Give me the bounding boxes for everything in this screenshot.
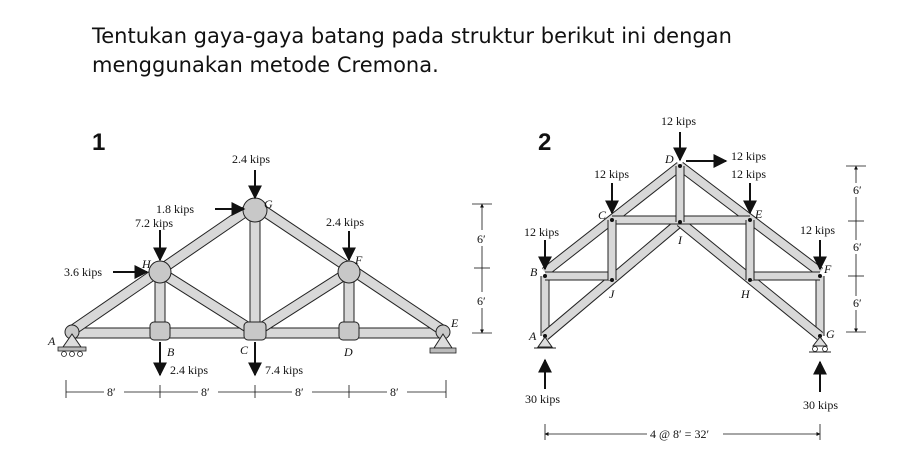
truss-2-dim-height-3: 6′ <box>853 296 862 310</box>
truss-2-node-F: F <box>824 262 832 276</box>
truss-1-node-A: A <box>48 334 56 348</box>
truss-1-node-D: D <box>344 345 353 359</box>
truss-1 <box>47 129 492 399</box>
truss-1-node-F: F <box>355 253 363 267</box>
truss-1-gusset-D <box>339 322 359 340</box>
truss-1-load-G-horizontal: 1.8 kips <box>156 202 195 216</box>
truss-2-reaction-G: 30 kips <box>803 398 839 412</box>
truss-2-dim-height-2: 6′ <box>853 240 862 254</box>
truss-1-load-C-down: 7.4 kips <box>265 363 304 377</box>
truss-1-dim-span-2: 8′ <box>201 385 210 399</box>
truss-1-gusset-C <box>244 322 266 340</box>
truss-1-load-H-down: 7.2 kips <box>135 216 174 230</box>
truss-2-node-A: A <box>529 329 537 343</box>
truss-1-dim-height-1: 6′ <box>477 232 486 246</box>
truss-2-members <box>545 166 820 336</box>
truss-1-number: 1 <box>92 129 106 156</box>
truss-2-load-D-down: 12 kips <box>661 114 697 128</box>
truss-1-node-G: G <box>264 197 273 211</box>
truss-2-node-I: I <box>678 233 682 247</box>
truss-1-load-G-down: 2.4 kips <box>232 152 271 166</box>
truss-1-dim-span-1: 8′ <box>107 385 116 399</box>
truss-2-dim-height-1: 6′ <box>853 183 862 197</box>
truss-2-node-C: C <box>598 208 607 222</box>
truss-1-load-H-horizontal: 3.6 kips <box>64 265 103 279</box>
truss-2-node-G: G <box>826 327 835 341</box>
truss-2-number: 2 <box>538 129 552 156</box>
truss-2-load-F-down: 12 kips <box>800 223 836 237</box>
truss-2-node-H: H <box>741 287 750 301</box>
truss-1-gusset-H <box>149 261 171 283</box>
truss-1-node-E: E <box>451 316 459 330</box>
instruction-line-1: Tentukan gaya-gaya batang pada struktur berikut ini dengan <box>92 24 732 48</box>
truss-1-gusset-B <box>150 322 170 340</box>
truss-1-node-B: B <box>167 345 175 359</box>
truss-1-horizontal-dimensions <box>66 380 446 399</box>
truss-1-vertical-dimensions <box>472 204 492 333</box>
truss-2 <box>524 114 866 441</box>
truss-2-reaction-A: 30 kips <box>525 392 561 406</box>
truss-2-node-B: B <box>530 265 538 279</box>
truss-1-load-B-down: 2.4 kips <box>170 363 209 377</box>
truss-1-node-H: H <box>142 257 151 271</box>
truss-1-dim-span-4: 8′ <box>390 385 399 399</box>
truss-2-node-E: E <box>755 207 763 221</box>
truss-2-load-D-horizontal: 12 kips <box>731 149 767 163</box>
truss-2-pin-support-A <box>534 337 556 348</box>
truss-2-load-B-down: 12 kips <box>524 225 560 239</box>
truss-2-load-E-down: 12 kips <box>731 167 767 181</box>
truss-1-dim-span-3: 8′ <box>295 385 304 399</box>
truss-2-load-C-down: 12 kips <box>594 167 630 181</box>
truss-2-dim-span-total: 4 @ 8′ = 32′ <box>650 427 710 441</box>
truss-1-load-F-down: 2.4 kips <box>326 215 365 229</box>
truss-1-node-C: C <box>240 343 249 357</box>
truss-2-node-D: D <box>665 152 674 166</box>
truss-1-dim-height-2: 6′ <box>477 294 486 308</box>
truss-2-node-J: J <box>609 287 615 301</box>
instruction-line-2: menggunakan metode Cremona. <box>92 53 439 77</box>
